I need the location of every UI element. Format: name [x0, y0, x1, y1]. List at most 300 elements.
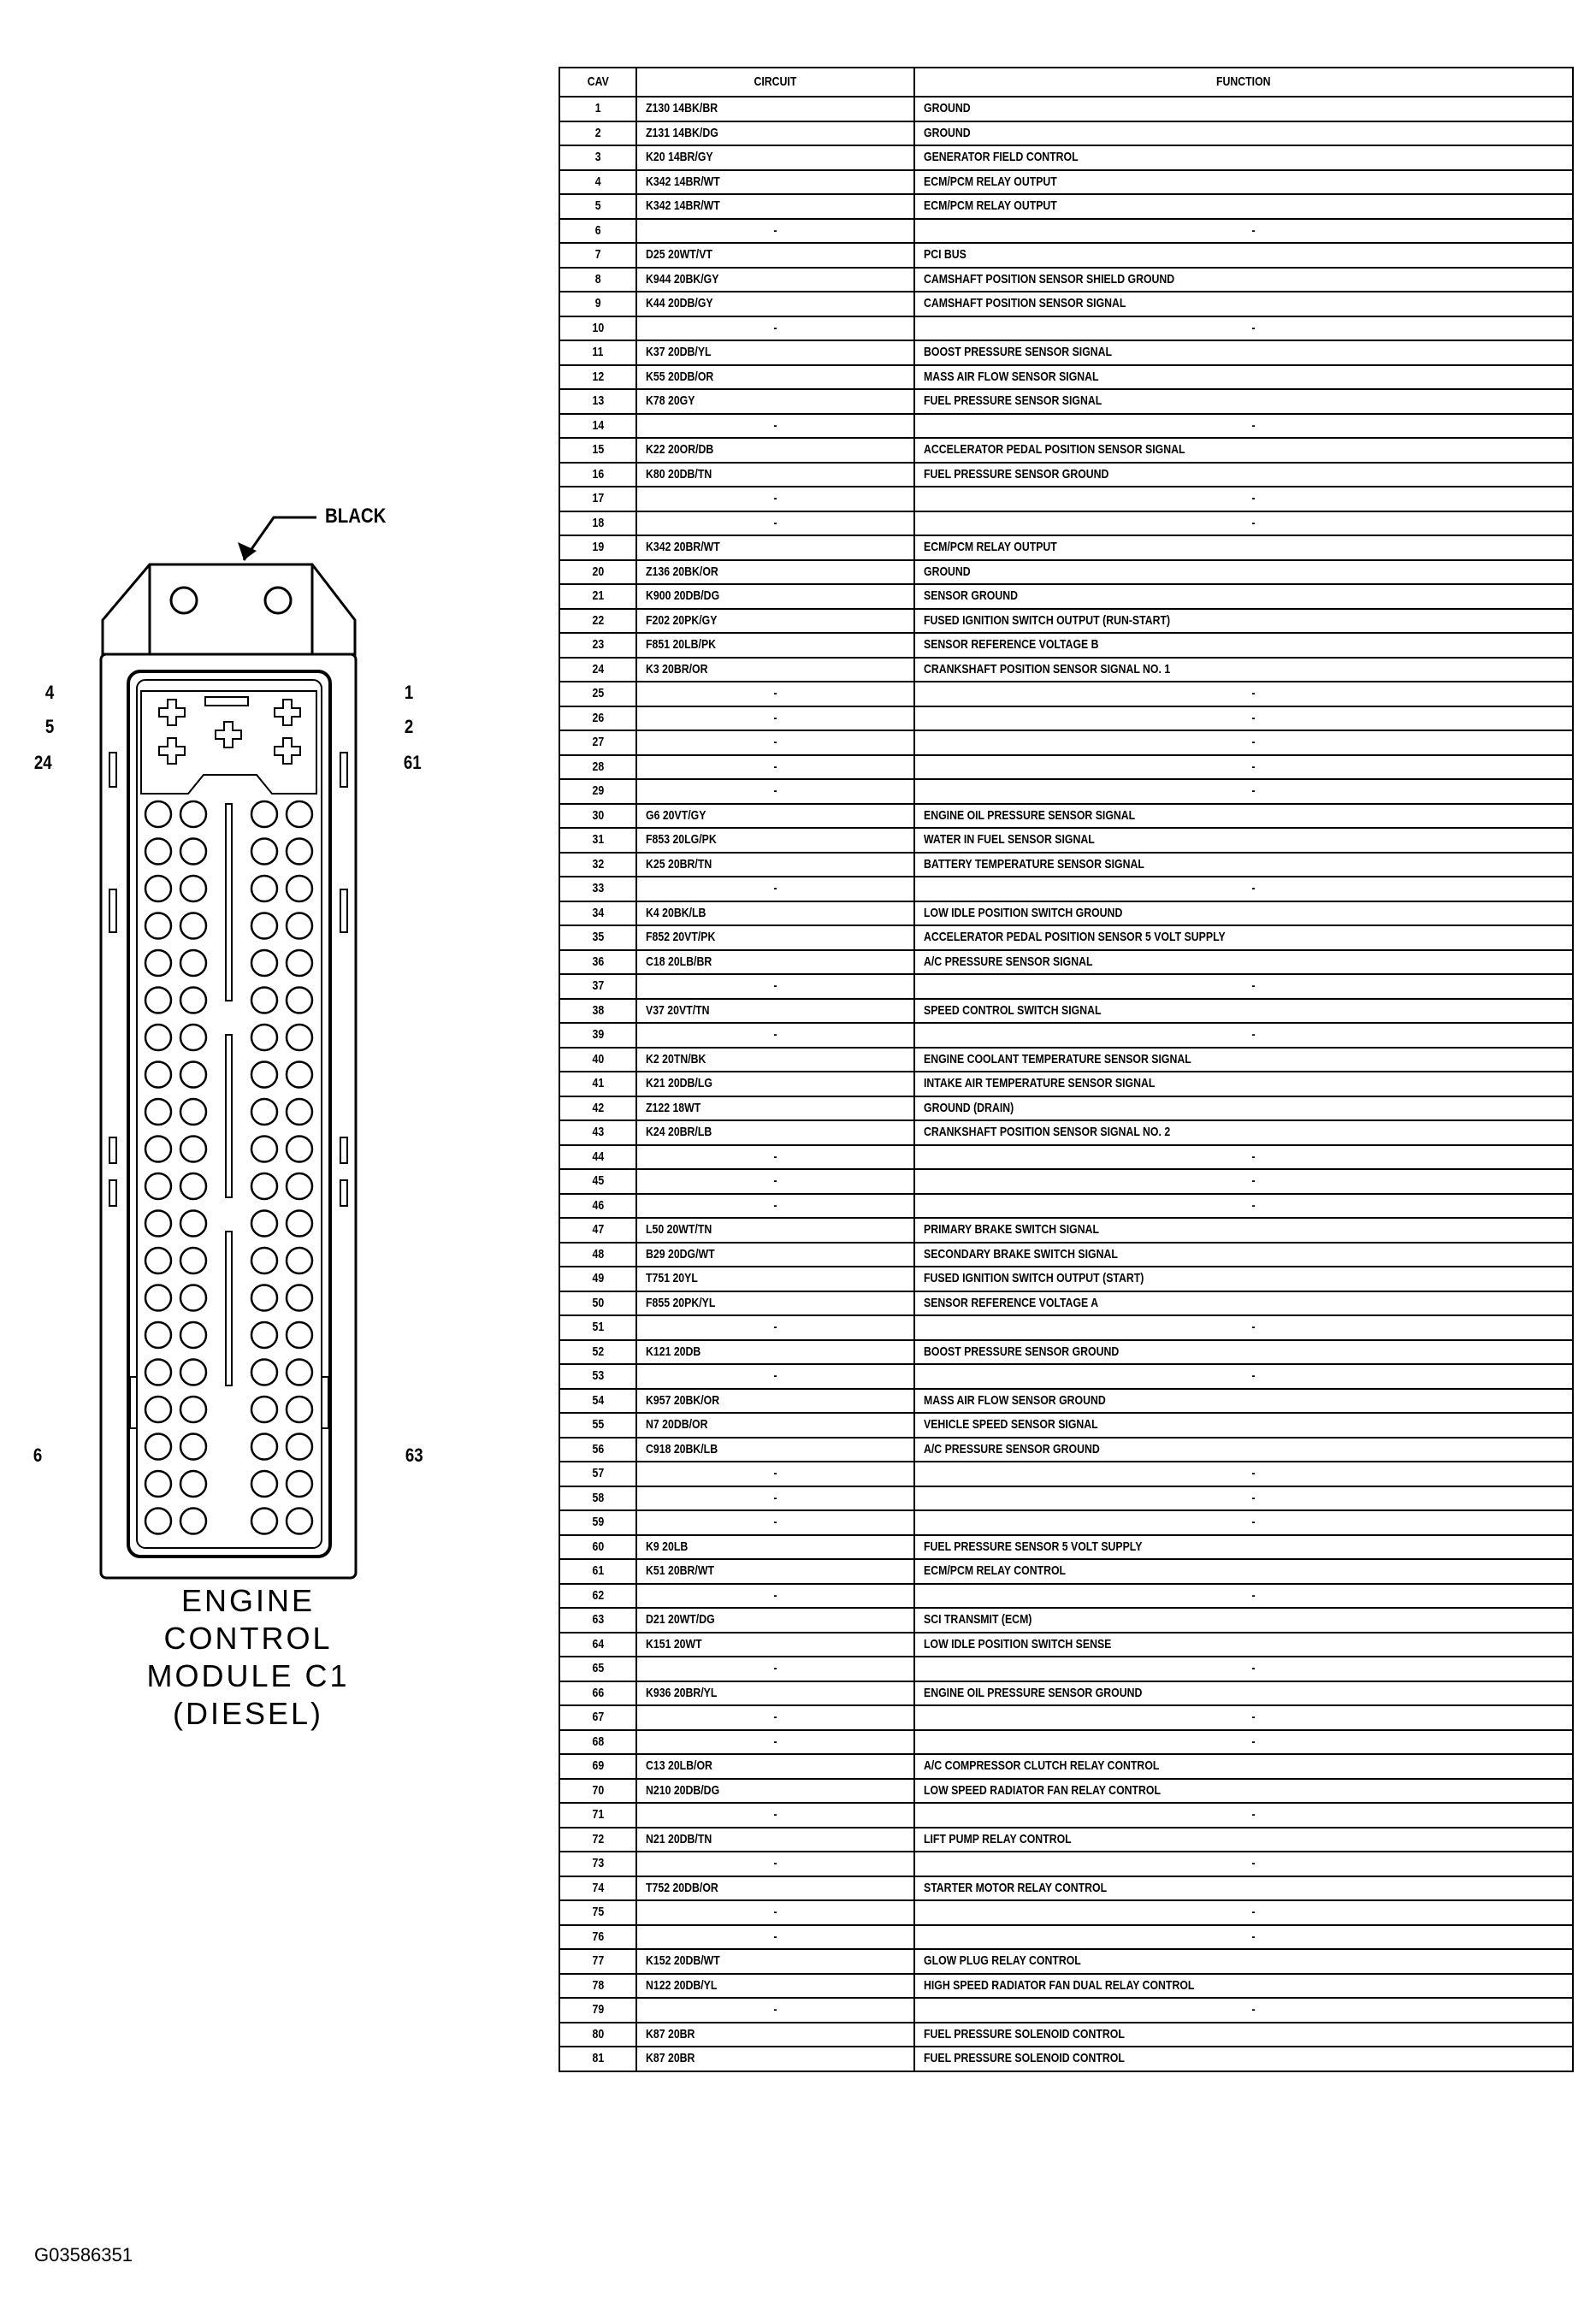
cav-cell: 43 [559, 1120, 636, 1145]
cav-cell: 36 [559, 950, 636, 975]
function-cell: BATTERY TEMPERATURE SENSOR SIGNAL [914, 853, 1573, 877]
pin-cavity [145, 1173, 171, 1199]
pin-cavity [180, 1322, 206, 1348]
table-row [559, 97, 1573, 121]
function-cell: - [914, 730, 1573, 755]
table-row [559, 145, 1573, 170]
circuit-cell: - [636, 1145, 914, 1170]
cav-cell: 80 [559, 2023, 636, 2047]
pin-cavity [180, 1434, 206, 1460]
table-row [559, 1315, 1573, 1340]
function-cell: FUSED IGNITION SWITCH OUTPUT (RUN-START) [914, 609, 1573, 634]
table-row [559, 2023, 1573, 2047]
function-cell: GENERATOR FIELD CONTROL [914, 145, 1573, 170]
function-cell: PRIMARY BRAKE SWITCH SIGNAL [914, 1218, 1573, 1243]
cav-cell: 74 [559, 1876, 636, 1901]
function-cell: - [914, 974, 1573, 999]
function-cell: - [914, 1364, 1573, 1389]
table-row [559, 1048, 1573, 1072]
circuit-cell: K25 20BR/TN [636, 853, 914, 877]
table-row [559, 1974, 1573, 1999]
function-cell: ECM/PCM RELAY OUTPUT [914, 194, 1573, 219]
header-cav: CAV [559, 68, 636, 97]
table-row [559, 1705, 1573, 1730]
pin-cavity [251, 913, 277, 939]
table-row [559, 1023, 1573, 1048]
cav-cell: 15 [559, 438, 636, 463]
table-row [559, 2047, 1573, 2071]
table-row [559, 584, 1573, 609]
table-row [559, 1510, 1573, 1535]
cav-cell: 35 [559, 925, 636, 950]
circuit-cell: F852 20VT/PK [636, 925, 914, 950]
cav-cell: 6 [559, 219, 636, 244]
pin-cavity [145, 1360, 171, 1385]
pin-cavity [145, 1471, 171, 1497]
cav-cell: 60 [559, 1535, 636, 1560]
connector-face-icon [0, 479, 530, 1762]
pin-cavity [251, 1248, 277, 1273]
cav-cell: 63 [559, 1608, 636, 1633]
function-cell: - [914, 1925, 1573, 1950]
table-row [559, 463, 1573, 487]
function-cell: - [914, 487, 1573, 511]
function-cell: - [914, 682, 1573, 706]
function-cell: PCI BUS [914, 243, 1573, 268]
cav-cell: 55 [559, 1413, 636, 1438]
pin-cavity [251, 1322, 277, 1348]
cav-cell: 3 [559, 145, 636, 170]
cav-cell: 41 [559, 1072, 636, 1096]
table-row [559, 511, 1573, 536]
cav-cell: 8 [559, 268, 636, 292]
circuit-cell: - [636, 1194, 914, 1219]
cav-cell: 26 [559, 706, 636, 731]
circuit-cell: K151 20WT [636, 1633, 914, 1657]
circuit-cell: - [636, 1730, 914, 1755]
circuit-cell: K24 20BR/LB [636, 1120, 914, 1145]
cav-cell: 45 [559, 1169, 636, 1194]
table-row [559, 1925, 1573, 1950]
cav-cell: 81 [559, 2047, 636, 2071]
circuit-cell: Z136 20BK/OR [636, 560, 914, 585]
function-cell: GLOW PLUG RELAY CONTROL [914, 1949, 1573, 1974]
table-row [559, 560, 1573, 585]
table-row [559, 706, 1573, 731]
cav-cell: 66 [559, 1681, 636, 1706]
circuit-cell: K21 20DB/LG [636, 1072, 914, 1096]
function-cell: - [914, 1023, 1573, 1048]
table-row [559, 1218, 1573, 1243]
cav-cell: 47 [559, 1218, 636, 1243]
cav-cell: 78 [559, 1974, 636, 1999]
cav-cell: 7 [559, 243, 636, 268]
circuit-cell: - [636, 1925, 914, 1950]
function-cell: FUEL PRESSURE SOLENOID CONTROL [914, 2047, 1573, 2071]
pin-cavity [251, 988, 277, 1013]
table-row [559, 730, 1573, 755]
pin-cavity [287, 1062, 312, 1088]
cav-cell: 14 [559, 414, 636, 439]
table-row [559, 1633, 1573, 1657]
cav-cell: 2 [559, 121, 636, 146]
circuit-cell: K944 20BK/GY [636, 268, 914, 292]
function-cell: - [914, 877, 1573, 901]
table-row [559, 1535, 1573, 1560]
circuit-cell: - [636, 1315, 914, 1340]
function-cell: FUSED IGNITION SWITCH OUTPUT (START) [914, 1267, 1573, 1291]
function-cell: - [914, 1315, 1573, 1340]
circuit-cell: K936 20BR/YL [636, 1681, 914, 1706]
cav-cell: 34 [559, 901, 636, 926]
function-cell: CRANKSHAFT POSITION SENSOR SIGNAL NO. 1 [914, 658, 1573, 682]
pin-cavity [251, 1285, 277, 1311]
function-cell: INTAKE AIR TEMPERATURE SENSOR SIGNAL [914, 1072, 1573, 1096]
table-row [559, 268, 1573, 292]
cav-cell: 39 [559, 1023, 636, 1048]
circuit-cell: C918 20BK/LB [636, 1438, 914, 1462]
table-row [559, 1413, 1573, 1438]
pin-cavity [180, 876, 206, 901]
pin-cavity [287, 1137, 312, 1162]
pin-cavity [287, 876, 312, 901]
table-row [559, 682, 1573, 706]
pin-cavity [287, 1322, 312, 1348]
table-row [559, 974, 1573, 999]
cav-cell: 79 [559, 1998, 636, 2023]
pin-cavity [251, 801, 277, 827]
table-row [559, 1730, 1573, 1755]
function-cell: LOW IDLE POSITION SWITCH GROUND [914, 901, 1573, 926]
function-cell: CAMSHAFT POSITION SENSOR SHIELD GROUND [914, 268, 1573, 292]
circuit-cell: - [636, 511, 914, 536]
function-cell: ACCELERATOR PEDAL POSITION SENSOR 5 VOLT SUPPLY [914, 925, 1573, 950]
pin-cavity [180, 950, 206, 976]
table-row [559, 194, 1573, 219]
circuit-cell: - [636, 1462, 914, 1486]
pin-cavity [251, 1137, 277, 1162]
pinout-table-body [559, 97, 1573, 2071]
pin-cavity [251, 1099, 277, 1125]
pin-cavity [145, 1099, 171, 1125]
cav-cell: 42 [559, 1096, 636, 1121]
function-cell: CAMSHAFT POSITION SENSOR SIGNAL [914, 292, 1573, 316]
pin-cavity [180, 1211, 206, 1237]
cav-cell: 52 [559, 1340, 636, 1365]
function-cell: HIGH SPEED RADIATOR FAN DUAL RELAY CONTROL [914, 1974, 1573, 1999]
function-cell: A/C PRESSURE SENSOR SIGNAL [914, 950, 1573, 975]
pin-cavity [251, 1397, 277, 1422]
pin-cavity [287, 1434, 312, 1460]
cav-cell: 59 [559, 1510, 636, 1535]
table-row [559, 487, 1573, 511]
circuit-cell: D21 20WT/DG [636, 1608, 914, 1633]
function-cell: - [914, 1803, 1573, 1828]
circuit-cell: - [636, 1900, 914, 1925]
table-row [559, 1169, 1573, 1194]
function-cell: GROUND [914, 97, 1573, 121]
circuit-cell: - [636, 1486, 914, 1511]
cav-cell: 25 [559, 682, 636, 706]
function-cell: ENGINE COOLANT TEMPERATURE SENSOR SIGNAL [914, 1048, 1573, 1072]
table-row [559, 1291, 1573, 1316]
table-row [559, 121, 1573, 146]
circuit-cell: K342 14BR/WT [636, 170, 914, 195]
function-cell: - [914, 755, 1573, 780]
circuit-cell: - [636, 1584, 914, 1609]
circuit-cell: B29 20DG/WT [636, 1243, 914, 1267]
circuit-cell: C18 20LB/BR [636, 950, 914, 975]
cav-cell: 10 [559, 316, 636, 341]
circuit-cell: K957 20BK/OR [636, 1389, 914, 1414]
cav-cell: 32 [559, 853, 636, 877]
cav-cell: 49 [559, 1267, 636, 1291]
table-row [559, 1779, 1573, 1804]
pin-cavity [145, 1137, 171, 1162]
pinout-table [559, 67, 1574, 2072]
function-cell: SPEED CONTROL SWITCH SIGNAL [914, 999, 1573, 1024]
table-row [559, 1438, 1573, 1462]
table-row [559, 755, 1573, 780]
pin-cavity [145, 839, 171, 865]
pin-cavity [145, 1434, 171, 1460]
table-row [559, 609, 1573, 634]
pin-cavity [145, 1062, 171, 1088]
circuit-cell: K342 20BR/WT [636, 535, 914, 560]
circuit-cell: K37 20DB/YL [636, 340, 914, 365]
pin-cavity [180, 801, 206, 827]
pin-cavity [180, 1173, 206, 1199]
pin-cavity [287, 1509, 312, 1534]
pin-label-1: 1 [404, 682, 414, 703]
function-cell: FUEL PRESSURE SENSOR 5 VOLT SUPPLY [914, 1535, 1573, 1560]
table-row [559, 877, 1573, 901]
connector-color-label: BLACK [325, 505, 387, 528]
pin-cavity [145, 1285, 171, 1311]
circuit-cell: L50 20WT/TN [636, 1218, 914, 1243]
circuit-cell: - [636, 1705, 914, 1730]
cav-cell: 4 [559, 170, 636, 195]
function-cell: BOOST PRESSURE SENSOR SIGNAL [914, 340, 1573, 365]
table-row [559, 1876, 1573, 1901]
cav-cell: 58 [559, 1486, 636, 1511]
pin-cavity [251, 876, 277, 901]
pin-label-24: 24 [33, 752, 52, 773]
circuit-cell: K55 20DB/OR [636, 365, 914, 390]
pin-cavity [251, 1509, 277, 1534]
cav-cell: 16 [559, 463, 636, 487]
pin-label-4: 4 [44, 682, 55, 703]
table-row [559, 170, 1573, 195]
function-cell: - [914, 414, 1573, 439]
circuit-cell: - [636, 706, 914, 731]
table-row [559, 438, 1573, 463]
cav-cell: 70 [559, 1779, 636, 1804]
table-row [559, 316, 1573, 341]
function-cell: LIFT PUMP RELAY CONTROL [914, 1828, 1573, 1852]
circuit-cell: N122 20DB/YL [636, 1974, 914, 1999]
table-row [559, 1096, 1573, 1121]
header-function: FUNCTION [914, 68, 1573, 97]
pin-cavity [287, 950, 312, 976]
caption-line: MODULE C1 [146, 1658, 350, 1693]
circuit-cell: K121 20DB [636, 1340, 914, 1365]
cav-cell: 18 [559, 511, 636, 536]
pin-cavity [287, 1285, 312, 1311]
table-row [559, 365, 1573, 390]
function-cell: - [914, 1998, 1573, 2023]
connector-caption [103, 1582, 393, 1733]
cav-cell: 24 [559, 658, 636, 682]
cav-cell: 19 [559, 535, 636, 560]
table-row [559, 1072, 1573, 1096]
cav-cell: 12 [559, 365, 636, 390]
pin-cavity [251, 1025, 277, 1050]
table-row [559, 1559, 1573, 1584]
function-cell: - [914, 1900, 1573, 1925]
function-cell: MASS AIR FLOW SENSOR SIGNAL [914, 365, 1573, 390]
cav-cell: 27 [559, 730, 636, 755]
cav-cell: 56 [559, 1438, 636, 1462]
pin-cavity [251, 1173, 277, 1199]
cav-cell: 11 [559, 340, 636, 365]
function-cell: - [914, 1584, 1573, 1609]
cav-cell: 28 [559, 755, 636, 780]
function-cell: - [914, 1486, 1573, 1511]
circuit-cell: - [636, 1803, 914, 1828]
pin-label-61: 61 [403, 752, 422, 773]
pin-cavity [145, 1397, 171, 1422]
pin-cavity [287, 1397, 312, 1422]
circuit-cell: - [636, 779, 914, 804]
table-row [559, 804, 1573, 829]
cav-cell: 67 [559, 1705, 636, 1730]
circuit-cell: F851 20LB/PK [636, 633, 914, 658]
circuit-cell: K20 14BR/GY [636, 145, 914, 170]
cav-cell: 72 [559, 1828, 636, 1852]
function-cell: STARTER MOTOR RELAY CONTROL [914, 1876, 1573, 1901]
cav-cell: 40 [559, 1048, 636, 1072]
pin-cavity [180, 1285, 206, 1311]
function-cell: SENSOR REFERENCE VOLTAGE A [914, 1291, 1573, 1316]
pin-cavity [180, 1360, 206, 1385]
table-row [559, 1657, 1573, 1681]
function-cell: FUEL PRESSURE SENSOR SIGNAL [914, 389, 1573, 414]
circuit-cell: - [636, 974, 914, 999]
circuit-cell: N7 20DB/OR [636, 1413, 914, 1438]
circuit-cell: K9 20LB [636, 1535, 914, 1560]
circuit-cell: C13 20LB/OR [636, 1754, 914, 1779]
function-cell: - [914, 316, 1573, 341]
pin-cavity [251, 839, 277, 865]
cav-cell: 30 [559, 804, 636, 829]
circuit-cell: K900 20DB/DG [636, 584, 914, 609]
function-cell: ACCELERATOR PEDAL POSITION SENSOR SIGNAL [914, 438, 1573, 463]
pin-cavity [287, 801, 312, 827]
pin-label-5: 5 [44, 716, 55, 737]
pin-cavity [180, 1062, 206, 1088]
table-row [559, 1949, 1573, 1974]
function-cell: MASS AIR FLOW SENSOR GROUND [914, 1389, 1573, 1414]
cav-cell: 38 [559, 999, 636, 1024]
pin-cavity [251, 1434, 277, 1460]
circuit-cell: - [636, 487, 914, 511]
circuit-cell: N210 20DB/DG [636, 1779, 914, 1804]
circuit-cell: K51 20BR/WT [636, 1559, 914, 1584]
cav-cell: 76 [559, 1925, 636, 1950]
cav-cell: 31 [559, 828, 636, 853]
cav-cell: 68 [559, 1730, 636, 1755]
pin-cavity [180, 1025, 206, 1050]
cav-cell: 69 [559, 1754, 636, 1779]
cav-cell: 62 [559, 1584, 636, 1609]
cav-cell: 46 [559, 1194, 636, 1219]
circuit-cell: T752 20DB/OR [636, 1876, 914, 1901]
pin-cavity [145, 1322, 171, 1348]
table-row [559, 292, 1573, 316]
function-cell: WATER IN FUEL SENSOR SIGNAL [914, 828, 1573, 853]
pin-cavity [287, 839, 312, 865]
circuit-cell: K80 20DB/TN [636, 463, 914, 487]
cav-cell: 44 [559, 1145, 636, 1170]
function-cell: - [914, 511, 1573, 536]
table-row [559, 828, 1573, 853]
cav-cell: 20 [559, 560, 636, 585]
circuit-cell: - [636, 414, 914, 439]
pin-cavity [287, 1025, 312, 1050]
table-row [559, 1145, 1573, 1170]
table-row [559, 1120, 1573, 1145]
cav-cell: 1 [559, 97, 636, 121]
table-header-row [559, 68, 1573, 97]
cav-cell: 61 [559, 1559, 636, 1584]
pin-label-6: 6 [33, 1444, 43, 1466]
function-cell: ECM/PCM RELAY OUTPUT [914, 170, 1573, 195]
table-row [559, 1194, 1573, 1219]
function-cell: VEHICLE SPEED SENSOR SIGNAL [914, 1413, 1573, 1438]
circuit-cell: K4 20BK/LB [636, 901, 914, 926]
function-cell: - [914, 1145, 1573, 1170]
caption-line: CONTROL [163, 1621, 333, 1656]
pin-cavity [145, 1211, 171, 1237]
circuit-cell: - [636, 730, 914, 755]
cav-cell: 54 [559, 1389, 636, 1414]
function-cell: GROUND [914, 121, 1573, 146]
cav-cell: 73 [559, 1852, 636, 1876]
function-cell: ECM/PCM RELAY CONTROL [914, 1559, 1573, 1584]
cav-cell: 5 [559, 194, 636, 219]
table-row [559, 1340, 1573, 1365]
cav-cell: 23 [559, 633, 636, 658]
cav-cell: 21 [559, 584, 636, 609]
table-row [559, 219, 1573, 244]
function-cell: GROUND (DRAIN) [914, 1096, 1573, 1121]
circuit-cell: K22 20OR/DB [636, 438, 914, 463]
table-row [559, 1754, 1573, 1779]
pin-cavity [180, 1248, 206, 1273]
circuit-cell: K87 20BR [636, 2023, 914, 2047]
function-cell: - [914, 1462, 1573, 1486]
circuit-cell: - [636, 1364, 914, 1389]
circuit-cell: K152 20DB/WT [636, 1949, 914, 1974]
circuit-cell: K87 20BR [636, 2047, 914, 2071]
pin-cavity [180, 913, 206, 939]
cav-cell: 64 [559, 1633, 636, 1657]
cav-cell: 65 [559, 1657, 636, 1681]
cav-cell: 48 [559, 1243, 636, 1267]
circuit-cell: - [636, 755, 914, 780]
pin-cavity [287, 1248, 312, 1273]
